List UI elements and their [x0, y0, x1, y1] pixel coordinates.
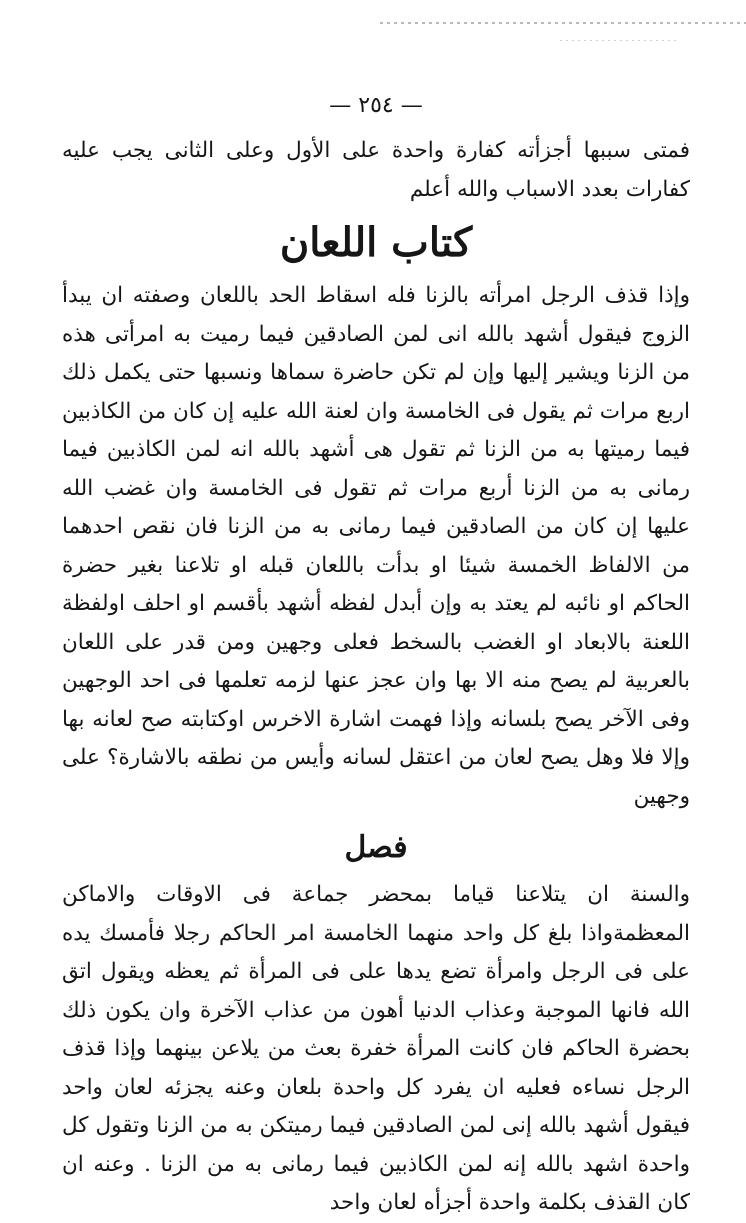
lian-paragraph: وإذا قذف الرجل امرأته بالزنا فله اسقاط الحد باللعان وصفته ان يبدأ الزوج فيقول أشهد بالله انى لمن الصادقين فيما رميت به امرأتى هذه من الزنا ويشير إليها وإن لم تكن حاضرة سماها ونسبها حتى يكمل ذلك اربع مرات ثم يقول فى الخامسة وان لعنة الله عليه إن كان من الكاذبين فيما رميتها به من الزنا ثم تقول هى أشهد بالله انه لمن الكاذبين فيما رمانى به من الزنا أربع مرات ثم تقول فى الخامسة وان غضب الله عليها إن كان من الصادقين فيما رمانى به من الزنا فان نقص احدهما من الالفاظ الخمسة شيئا او بدأت باللعان قبله او تلاعنا بغير حضرة الحاكم او نائبه لم يعتد به وإن أبدل لفظه أشهد بأقسم او احلف اولفظة اللعنة بالابعاد او الغضب بالسخط فعلى وجهين ومن قدر على اللعان بالعربية لم يصح منه الا بها وان عجز عنها لزمه تعلمها فى احد الوجهين وفى الآخر يصح بلسانه وإذا فهمت اشارة الاخرس اوكتابته صح لعانه بها وإلا فلا وهل يصح لعان من اعتقل لسانه وأيس من نطقه بالاشارة؟ على وجهين — [62, 283, 690, 809]
scan-edge-dots — [380, 22, 746, 24]
section-title: فصل — [344, 830, 408, 865]
scan-edge-dots-secondary — [560, 40, 680, 41]
book-title: كتاب اللعان — [279, 219, 473, 266]
page-number: — ٢٥٤ — — [329, 93, 423, 118]
fasl-paragraph: والسنة ان يتلاعنا قياما بمحضر جماعة فى الاوقات والاماكن المعظمةواذا بلغ كل واحد منهما الخامسة امر الحاكم رجلا فأمسك يده على فى الرجل وامرأة تضع يدها على فى المرأة ثم يعظه ويقول اتق الله فانها الموجبة وعذاب الدنيا أهون من عذاب الآخرة وان يكون ذلك بحضرة الحاكم فان كانت المرأة خفرة بعث من يلاعن بينهما وإذا قذف الرجل نساءه فعليه ان يفرد كل واحدة بلعان وعنه يجزئه لعان واحد فيقول أشهد بالله إنى لمن الصادقين فيما رميتكن به من الزنا وتقول كل واحدة اشهد بالله إنه لمن الكاذبين فيما رمانى به من الزنا . وعنه ان كان القذف بكلمة واحدة أجزأه لعان واحد — [62, 882, 690, 1215]
document-page — [62, 86, 690, 1223]
intro-paragraph: فمتى سببها أجزأته كفارة واحدة على الأول وعلى الثانى يجب عليه كفارات بعدد الاسباب والله أعلم — [62, 138, 690, 202]
